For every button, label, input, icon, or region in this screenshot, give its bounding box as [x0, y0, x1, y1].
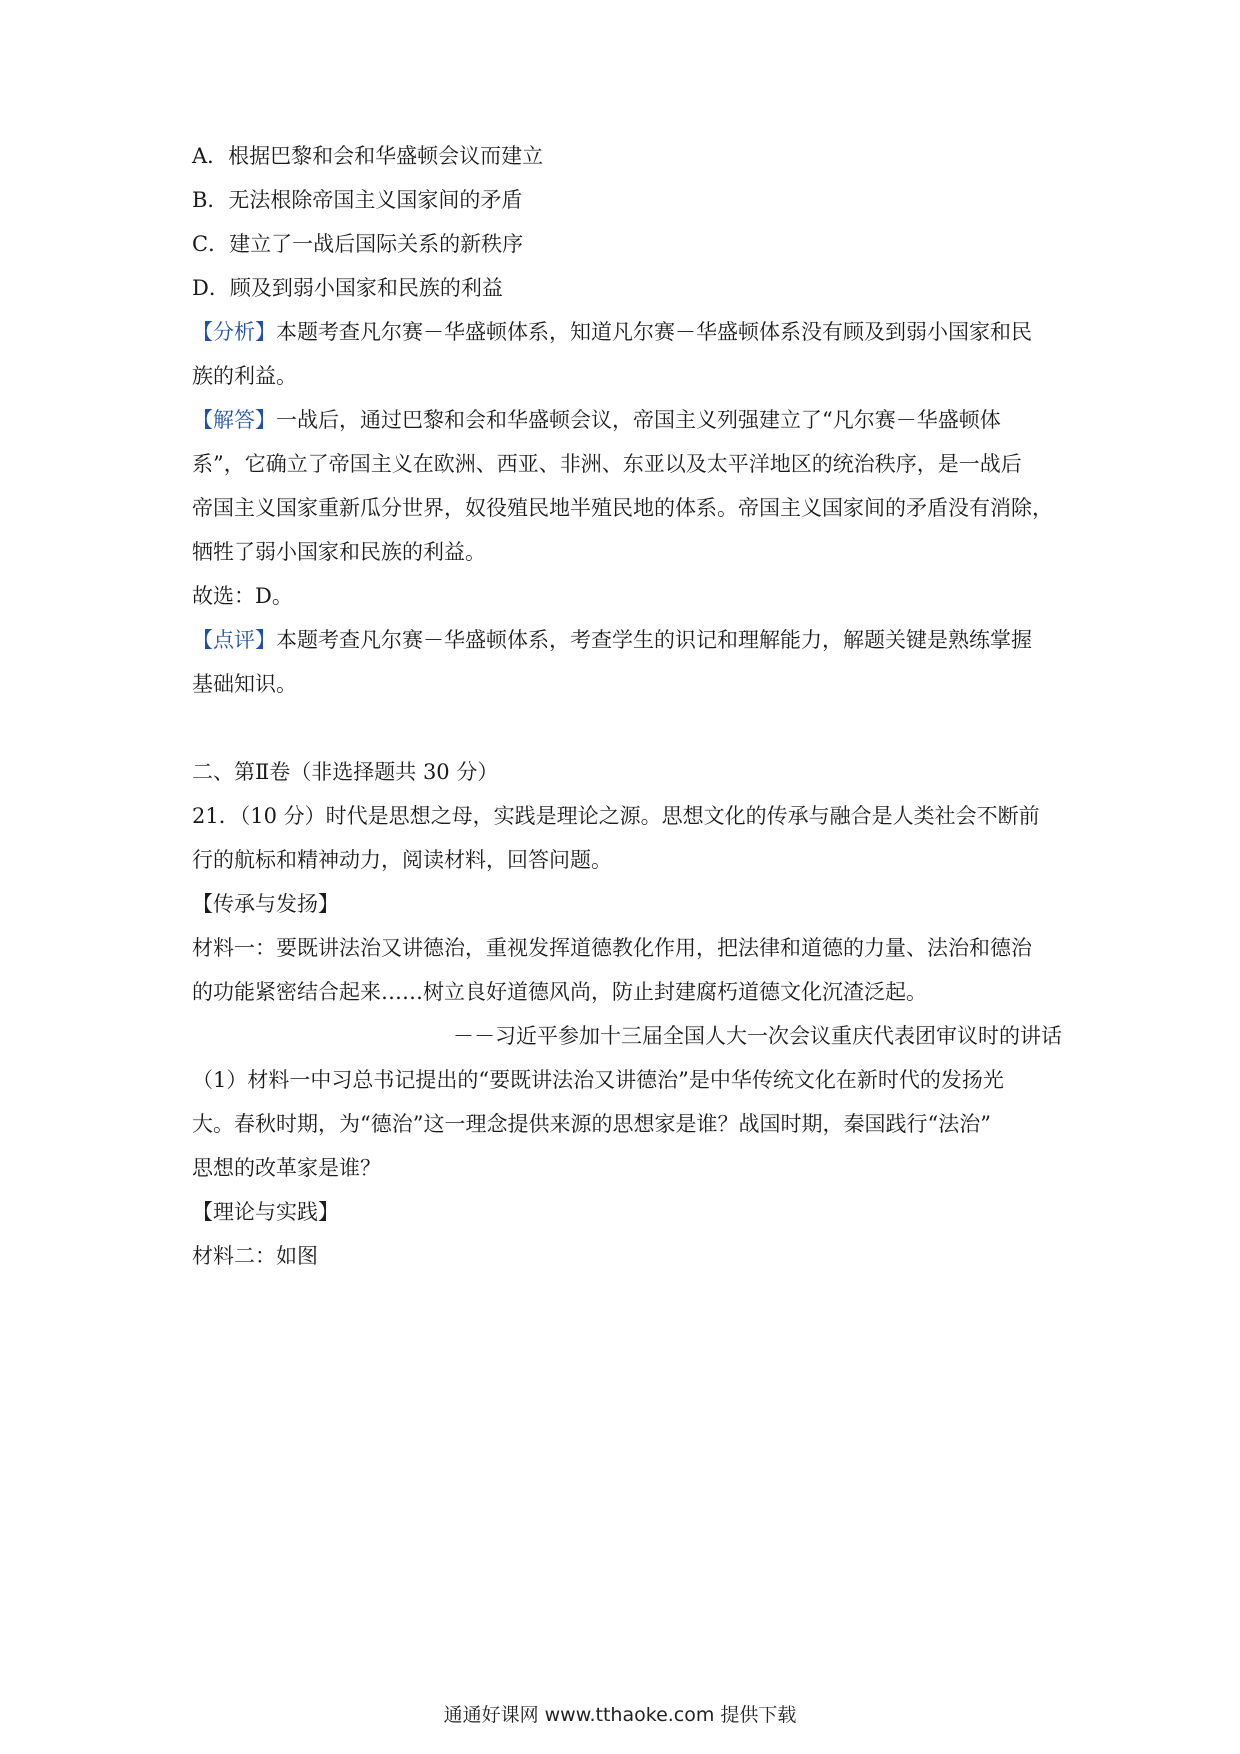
comment-line-1	[192, 625, 1062, 655]
answer-line-3: 帝国主义国家重新瓜分世界，奴役殖民地半殖民地的体系。帝国主义国家间的矛盾没有消除，	[192, 496, 1053, 520]
comment-tag: 【点评】	[192, 628, 276, 652]
material-1-line-1: 材料一：要既讲法治又讲德治，重视发挥道德教化作用，把法律和道德的力量、法治和德治	[192, 936, 1032, 960]
question-1-line-1: （1）材料一中习总书记提出的“要既讲法治又讲德治”是中华传统文化在新时代的发扬光	[192, 1068, 1004, 1092]
question-21-line-2: 行的航标和精神动力，阅读材料，回答问题。	[192, 848, 612, 872]
comment-text-1: 本题考查凡尔赛－华盛顿体系，考查学生的识记和理解能力，解题关键是熟练掌握	[276, 628, 1032, 652]
section-heading: 二、第Ⅱ卷（非选择题共 30 分）	[192, 760, 499, 784]
subheading-theory-practice: 【理论与实践】	[192, 1200, 339, 1224]
comment-line-2: 基础知识。	[192, 672, 297, 696]
subheading-inheritance: 【传承与发扬】	[192, 892, 339, 916]
analysis-tag: 【分析】	[192, 320, 276, 344]
answer-text-1: 一战后，通过巴黎和会和华盛顿会议，帝国主义列强建立了“凡尔赛－华盛顿体	[276, 408, 1001, 432]
material-1-source: －－习近平参加十三届全国人大一次会议重庆代表团审议时的讲话	[453, 1024, 1062, 1048]
page-footer: 通通好课网 www.tthaoke.com 提供下载	[443, 1704, 797, 1726]
answer-choice: 故选：D。	[192, 584, 293, 608]
question-1-line-3: 思想的改革家是谁？	[192, 1156, 381, 1180]
option-a: A．根据巴黎和会和华盛顿会议而建立	[192, 144, 544, 168]
option-b: B．无法根除帝国主义国家间的矛盾	[192, 188, 523, 212]
answer-tag: 【解答】	[192, 408, 276, 432]
question-1-line-2: 大。春秋时期，为“德治”这一理念提供来源的思想家是谁？战国时期，秦国践行“法治”	[192, 1112, 991, 1136]
answer-line-4: 牺牲了弱小国家和民族的利益。	[192, 540, 486, 564]
material-1-line-2: 的功能紧密结合起来……树立良好道德风尚，防止封建腐朽道德文化沉渣泛起。	[192, 980, 927, 1004]
analysis-text-1: 本题考查凡尔赛－华盛顿体系，知道凡尔赛－华盛顿体系没有顾及到弱小国家和民	[276, 320, 1032, 344]
option-c: C．建立了一战后国际关系的新秩序	[192, 232, 524, 256]
material-2: 材料二：如图	[192, 1244, 318, 1268]
option-d: D．顾及到弱小国家和民族的利益	[192, 276, 503, 300]
analysis-line-1	[192, 317, 1062, 347]
analysis-line-2: 族的利益。	[192, 364, 297, 388]
answer-line-1	[192, 405, 1062, 435]
answer-line-2: 系”，它确立了帝国主义在欧洲、西亚、非洲、东亚以及太平洋地区的统治秩序，是一战后	[192, 452, 1022, 476]
question-21-line-1: 21．（10 分）时代是思想之母，实践是理论之源。思想文化的传承与融合是人类社会不断前	[192, 804, 1040, 828]
